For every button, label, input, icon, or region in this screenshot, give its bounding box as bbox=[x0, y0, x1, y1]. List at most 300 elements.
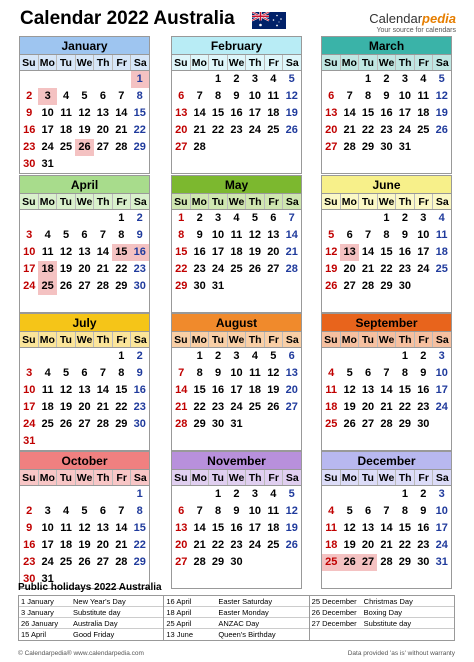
empty-day-cell bbox=[246, 433, 264, 450]
weekday-label: Sa bbox=[133, 57, 147, 69]
empty-day-cell bbox=[359, 348, 377, 365]
week-row bbox=[20, 486, 149, 503]
day-cell: 1 bbox=[136, 488, 143, 500]
weekday-label: Tu bbox=[359, 55, 378, 70]
day-cell: 29 bbox=[361, 141, 375, 153]
day-cell: 10 bbox=[41, 522, 54, 534]
day-cell: 2 bbox=[214, 350, 222, 362]
day-cell: 8 bbox=[401, 505, 408, 517]
week-row bbox=[322, 520, 451, 537]
weekday-label: Tu bbox=[57, 470, 76, 485]
day-cell: 7 bbox=[383, 505, 390, 517]
weekday-label: Fr bbox=[415, 55, 434, 70]
day-cell: 28 bbox=[193, 556, 206, 568]
day-cell: 31 bbox=[41, 573, 54, 585]
empty-day-cell bbox=[172, 295, 190, 312]
weekday-label: We bbox=[76, 470, 95, 485]
weekday-label: Su bbox=[322, 332, 341, 347]
weekday-label: Fr bbox=[415, 194, 434, 209]
day-cell: 27 bbox=[78, 418, 91, 430]
week-row bbox=[322, 156, 451, 173]
empty-day-cell bbox=[377, 295, 395, 312]
day-cell: 17 bbox=[435, 384, 448, 396]
day-cell: 3 bbox=[26, 229, 33, 241]
day-cell: 22 bbox=[380, 263, 393, 275]
weekday-label: Tu bbox=[209, 332, 228, 347]
day-cell: 26 bbox=[285, 539, 298, 551]
holiday-column bbox=[164, 596, 309, 640]
brand-tagline: Your source for calendars bbox=[376, 27, 456, 34]
weekday-label: Tu bbox=[359, 332, 378, 347]
weekday-label: Fr bbox=[265, 194, 284, 209]
day-cell: 4 bbox=[62, 505, 70, 517]
empty-day-cell bbox=[414, 139, 432, 156]
day-cell: 1 bbox=[383, 212, 390, 224]
day-cell: 13 bbox=[175, 522, 188, 534]
day-cell: 30 bbox=[211, 418, 225, 430]
day-cell: 31 bbox=[211, 280, 225, 292]
day-cell: 4 bbox=[420, 73, 427, 85]
weekday-label: Tu bbox=[57, 332, 76, 347]
day-cell: 20 bbox=[175, 124, 188, 136]
week-row bbox=[172, 416, 301, 433]
week-row bbox=[172, 399, 301, 416]
weekday-label: Tu bbox=[359, 470, 378, 485]
day-cell: 24 bbox=[41, 141, 54, 153]
day-cell: 28 bbox=[285, 263, 298, 275]
holiday-row bbox=[310, 629, 454, 640]
day-cell: 6 bbox=[99, 90, 106, 102]
day-cell: 9 bbox=[383, 90, 390, 102]
day-cell: 1 bbox=[196, 350, 203, 362]
week-row bbox=[322, 537, 451, 554]
weekday-label: Su bbox=[20, 470, 39, 485]
day-cell: 12 bbox=[325, 246, 338, 258]
holiday-row bbox=[19, 629, 163, 640]
day-cell: 5 bbox=[81, 505, 88, 517]
day-cell: 26 bbox=[78, 556, 91, 568]
day-cell: 27 bbox=[343, 280, 356, 292]
empty-day-cell bbox=[172, 486, 190, 503]
empty-day-cell bbox=[359, 295, 377, 312]
day-cell: 17 bbox=[23, 263, 36, 275]
empty-day-cell bbox=[322, 156, 340, 173]
day-cell: 21 bbox=[380, 401, 393, 413]
day-cell: 9 bbox=[136, 367, 143, 379]
day-cell: 10 bbox=[435, 505, 448, 517]
empty-day-cell bbox=[20, 71, 38, 88]
day-cell: 23 bbox=[417, 401, 430, 413]
day-cell: 15 bbox=[112, 244, 130, 261]
holiday-row bbox=[164, 629, 308, 640]
brand-name bbox=[369, 11, 456, 26]
holiday-row bbox=[19, 607, 163, 618]
day-cell: 14 bbox=[285, 229, 298, 241]
empty-day-cell bbox=[75, 210, 93, 227]
day-cell: 7 bbox=[99, 367, 106, 379]
weekday-label: Sa bbox=[285, 57, 299, 69]
empty-day-cell bbox=[322, 433, 340, 450]
empty-day-cell bbox=[57, 71, 75, 88]
day-cell: 6 bbox=[346, 229, 353, 241]
day-cell: 27 bbox=[361, 418, 375, 430]
empty-day-cell bbox=[94, 71, 112, 88]
day-cell: 16 bbox=[131, 244, 149, 261]
day-cell: 11 bbox=[41, 246, 54, 258]
day-cell: 21 bbox=[175, 401, 188, 413]
day-cell: 10 bbox=[23, 246, 36, 258]
week-row bbox=[172, 348, 301, 365]
day-cell: 26 bbox=[248, 263, 262, 275]
empty-day-cell bbox=[75, 156, 93, 173]
day-cell: 3 bbox=[26, 367, 33, 379]
day-cell: 28 bbox=[380, 418, 393, 430]
day-cell: 1 bbox=[214, 488, 222, 500]
week-row bbox=[20, 105, 149, 122]
day-cell: 7 bbox=[364, 229, 372, 241]
day-cell: 24 bbox=[23, 418, 36, 430]
day-cell: 16 bbox=[398, 246, 412, 258]
weekday-label: Th bbox=[246, 55, 265, 70]
day-cell: 9 bbox=[26, 522, 33, 534]
day-cell: 7 bbox=[383, 367, 390, 379]
day-cell: 8 bbox=[196, 367, 203, 379]
empty-day-cell bbox=[94, 210, 112, 227]
day-cell: 11 bbox=[60, 522, 72, 534]
week-row bbox=[172, 210, 301, 227]
week-row bbox=[20, 503, 149, 520]
month-title: April bbox=[20, 176, 149, 194]
empty-day-cell bbox=[57, 295, 75, 312]
week-row bbox=[322, 210, 451, 227]
day-cell: 5 bbox=[288, 73, 295, 85]
day-cell: 18 bbox=[59, 124, 73, 136]
day-cell: 14 bbox=[193, 522, 206, 534]
day-cell: 16 bbox=[230, 107, 243, 119]
day-cell: 3 bbox=[214, 212, 222, 224]
day-cell: 19 bbox=[78, 124, 91, 136]
day-cell: 25 bbox=[325, 418, 338, 430]
empty-day-cell bbox=[414, 156, 432, 173]
empty-day-cell bbox=[414, 295, 432, 312]
day-cell: 12 bbox=[78, 522, 91, 534]
day-cell: 4 bbox=[44, 229, 51, 241]
day-cell: 17 bbox=[435, 522, 448, 534]
day-cell: 13 bbox=[96, 522, 110, 534]
weekday-label: Th bbox=[396, 55, 415, 70]
month-3 bbox=[19, 175, 150, 313]
day-cell: 10 bbox=[248, 505, 262, 517]
weekday-label: Sa bbox=[285, 196, 299, 208]
week-row bbox=[20, 210, 149, 227]
day-cell: 5 bbox=[346, 367, 353, 379]
day-cell: 2 bbox=[233, 488, 240, 500]
day-cell: 23 bbox=[133, 401, 146, 413]
day-cell: 18 bbox=[230, 246, 243, 258]
day-cell: 6 bbox=[81, 367, 88, 379]
weekday-label: Fr bbox=[265, 332, 284, 347]
day-cell: 24 bbox=[398, 124, 412, 136]
weekday-label: Mo bbox=[39, 55, 58, 70]
weekday-label: We bbox=[228, 55, 247, 70]
empty-day-cell bbox=[75, 348, 93, 365]
day-cell: 25 bbox=[267, 539, 280, 551]
day-cell: 27 bbox=[175, 141, 188, 153]
week-row bbox=[172, 520, 301, 537]
empty-day-cell bbox=[283, 139, 301, 156]
day-cell: 6 bbox=[328, 90, 335, 102]
week-row bbox=[322, 88, 451, 105]
weekday-header bbox=[172, 55, 301, 71]
holiday-name: New Year's Day bbox=[73, 597, 126, 606]
holiday-name: Easter Saturday bbox=[218, 597, 273, 606]
day-cell: 20 bbox=[285, 384, 298, 396]
weekday-label: Su bbox=[322, 194, 341, 209]
day-cell: 25 bbox=[435, 263, 448, 275]
week-row bbox=[20, 295, 149, 312]
week-row bbox=[172, 244, 301, 261]
day-cell: 9 bbox=[233, 505, 240, 517]
day-cell: 5 bbox=[251, 212, 258, 224]
day-cell: 3 bbox=[438, 350, 445, 362]
day-cell: 3 bbox=[44, 505, 51, 517]
day-cell: 9 bbox=[136, 229, 143, 241]
week-row bbox=[20, 416, 149, 433]
day-cell: 23 bbox=[230, 124, 243, 136]
footer-disclaimer: Data provided 'as is' without warranty bbox=[347, 650, 455, 657]
week-row bbox=[172, 278, 301, 295]
day-cell: 1 bbox=[118, 350, 125, 362]
day-cell: 22 bbox=[398, 401, 412, 413]
weekday-label: Su bbox=[172, 55, 191, 70]
day-cell: 25 bbox=[248, 401, 262, 413]
day-cell: 8 bbox=[364, 90, 372, 102]
week-row bbox=[20, 227, 149, 244]
week-row bbox=[172, 537, 301, 554]
day-cell: 4 bbox=[62, 90, 70, 102]
day-cell: 29 bbox=[398, 556, 412, 568]
day-cell: 14 bbox=[343, 107, 356, 119]
day-cell: 4 bbox=[270, 488, 277, 500]
holidays-table bbox=[18, 595, 455, 641]
day-cell: 16 bbox=[23, 124, 36, 136]
day-cell: 28 bbox=[380, 556, 393, 568]
holiday-name bbox=[364, 629, 454, 640]
holiday-name: Good Friday bbox=[73, 630, 115, 639]
week-row bbox=[322, 486, 451, 503]
day-cell: 28 bbox=[361, 280, 375, 292]
day-cell: 23 bbox=[211, 401, 225, 413]
empty-day-cell bbox=[38, 433, 56, 450]
month-6 bbox=[19, 313, 150, 451]
week-row bbox=[172, 486, 301, 503]
day-cell: 12 bbox=[59, 246, 73, 258]
holiday-date: 3 January bbox=[21, 608, 54, 617]
day-cell: 19 bbox=[435, 107, 448, 119]
empty-day-cell bbox=[209, 156, 227, 173]
weekday-label: We bbox=[76, 55, 95, 70]
weekday-label: Tu bbox=[57, 194, 76, 209]
day-cell: 27 bbox=[96, 141, 110, 153]
holiday-date: 26 December bbox=[311, 608, 357, 617]
week-row bbox=[322, 365, 451, 382]
weekday-label: Su bbox=[172, 332, 191, 347]
empty-day-cell bbox=[377, 486, 395, 503]
empty-day-cell bbox=[433, 295, 451, 312]
empty-day-cell bbox=[264, 416, 282, 433]
empty-day-cell bbox=[359, 486, 377, 503]
day-cell: 18 bbox=[38, 261, 56, 278]
holiday-row bbox=[164, 607, 308, 618]
month-11 bbox=[321, 451, 452, 589]
holiday-date: 16 April bbox=[166, 597, 192, 606]
week-row bbox=[20, 520, 149, 537]
day-cell: 24 bbox=[230, 401, 243, 413]
week-row bbox=[172, 156, 301, 173]
weekday-label: Th bbox=[396, 332, 415, 347]
day-cell: 22 bbox=[193, 401, 206, 413]
week-row bbox=[322, 105, 451, 122]
empty-day-cell bbox=[227, 278, 245, 295]
weekday-label: We bbox=[378, 470, 397, 485]
empty-day-cell bbox=[264, 295, 282, 312]
weekday-label: Fr bbox=[113, 332, 132, 347]
day-cell: 12 bbox=[78, 107, 91, 119]
day-cell: 1 bbox=[364, 73, 372, 85]
day-cell: 21 bbox=[380, 539, 393, 551]
day-cell: 29 bbox=[133, 141, 146, 153]
day-cell: 22 bbox=[115, 401, 128, 413]
week-row bbox=[20, 156, 149, 173]
day-cell: 6 bbox=[270, 212, 277, 224]
week-row bbox=[20, 399, 149, 416]
day-cell: 15 bbox=[380, 246, 393, 258]
empty-day-cell bbox=[433, 156, 451, 173]
day-cell: 14 bbox=[96, 384, 110, 396]
day-cell: 26 bbox=[59, 418, 73, 430]
brand-main: Calendar bbox=[369, 11, 423, 26]
week-row bbox=[20, 244, 149, 261]
weekday-label: Th bbox=[246, 194, 265, 209]
empty-day-cell bbox=[283, 416, 301, 433]
weekday-header bbox=[322, 332, 451, 348]
day-cell: 28 bbox=[96, 280, 110, 292]
month-title: December bbox=[322, 452, 451, 470]
empty-day-cell bbox=[377, 156, 395, 173]
day-cell: 19 bbox=[343, 401, 356, 413]
day-cell: 23 bbox=[23, 141, 36, 153]
weekday-label: Tu bbox=[57, 55, 76, 70]
day-cell: 16 bbox=[380, 107, 393, 119]
weekday-label: Sa bbox=[435, 196, 449, 208]
day-cell: 4 bbox=[270, 73, 277, 85]
day-cell: 21 bbox=[361, 263, 375, 275]
day-cell: 15 bbox=[211, 522, 225, 534]
empty-day-cell bbox=[246, 295, 264, 312]
day-cell: 2 bbox=[420, 488, 427, 500]
day-cell: 1 bbox=[401, 488, 408, 500]
day-cell: 21 bbox=[343, 124, 356, 136]
day-cell: 2 bbox=[26, 505, 33, 517]
empty-day-cell bbox=[340, 295, 358, 312]
empty-day-cell bbox=[57, 210, 75, 227]
weekday-header bbox=[172, 470, 301, 486]
weekday-header bbox=[20, 194, 149, 210]
holiday-name: Queen's Birthday bbox=[218, 630, 276, 639]
empty-day-cell bbox=[112, 295, 130, 312]
day-cell: 8 bbox=[383, 229, 390, 241]
week-row bbox=[172, 88, 301, 105]
empty-day-cell bbox=[209, 139, 227, 156]
weekday-label: Th bbox=[94, 194, 113, 209]
day-cell: 30 bbox=[417, 418, 430, 430]
empty-day-cell bbox=[227, 433, 245, 450]
holiday-date bbox=[310, 629, 364, 640]
empty-day-cell bbox=[396, 433, 414, 450]
day-cell: 6 bbox=[99, 505, 106, 517]
weekday-label: We bbox=[76, 332, 95, 347]
holiday-name: Australia Day bbox=[73, 619, 118, 628]
empty-day-cell bbox=[340, 486, 358, 503]
day-cell: 29 bbox=[133, 556, 146, 568]
empty-day-cell bbox=[94, 486, 112, 503]
weekday-label: Sa bbox=[285, 334, 299, 346]
empty-day-cell bbox=[190, 433, 208, 450]
empty-day-cell bbox=[246, 416, 264, 433]
day-cell: 21 bbox=[193, 539, 206, 551]
empty-day-cell bbox=[75, 433, 93, 450]
day-cell: 18 bbox=[435, 246, 448, 258]
day-cell: 5 bbox=[288, 488, 295, 500]
weekday-header bbox=[322, 55, 451, 71]
holiday-date: 15 April bbox=[21, 630, 47, 639]
weekday-label: Sa bbox=[133, 196, 147, 208]
week-row bbox=[322, 382, 451, 399]
day-cell: 22 bbox=[115, 263, 128, 275]
weekday-header bbox=[322, 194, 451, 210]
month-7 bbox=[171, 313, 302, 451]
week-row bbox=[172, 382, 301, 399]
day-cell: 4 bbox=[251, 350, 258, 362]
day-cell: 22 bbox=[211, 124, 225, 136]
day-cell: 12 bbox=[435, 90, 448, 102]
weekday-header bbox=[172, 194, 301, 210]
day-cell: 7 bbox=[196, 505, 203, 517]
day-cell: 18 bbox=[417, 107, 430, 119]
day-cell: 13 bbox=[267, 229, 280, 241]
weekday-label: Su bbox=[322, 55, 341, 70]
empty-day-cell bbox=[38, 295, 56, 312]
day-cell: 14 bbox=[380, 384, 393, 396]
day-cell: 4 bbox=[438, 212, 445, 224]
empty-day-cell bbox=[209, 433, 227, 450]
day-cell: 5 bbox=[328, 229, 335, 241]
day-cell: 30 bbox=[133, 418, 146, 430]
weekday-label: We bbox=[378, 332, 397, 347]
day-cell: 11 bbox=[60, 107, 72, 119]
holiday-date: 25 December bbox=[311, 597, 357, 606]
day-cell: 25 bbox=[230, 263, 243, 275]
day-cell: 2 bbox=[196, 212, 203, 224]
weekday-label: Sa bbox=[435, 472, 449, 484]
day-cell: 17 bbox=[211, 246, 225, 258]
empty-day-cell bbox=[283, 295, 301, 312]
day-cell: 13 bbox=[361, 522, 375, 534]
empty-day-cell bbox=[283, 554, 301, 571]
week-row bbox=[20, 88, 149, 105]
day-cell: 9 bbox=[196, 229, 203, 241]
day-cell: 31 bbox=[41, 158, 54, 170]
